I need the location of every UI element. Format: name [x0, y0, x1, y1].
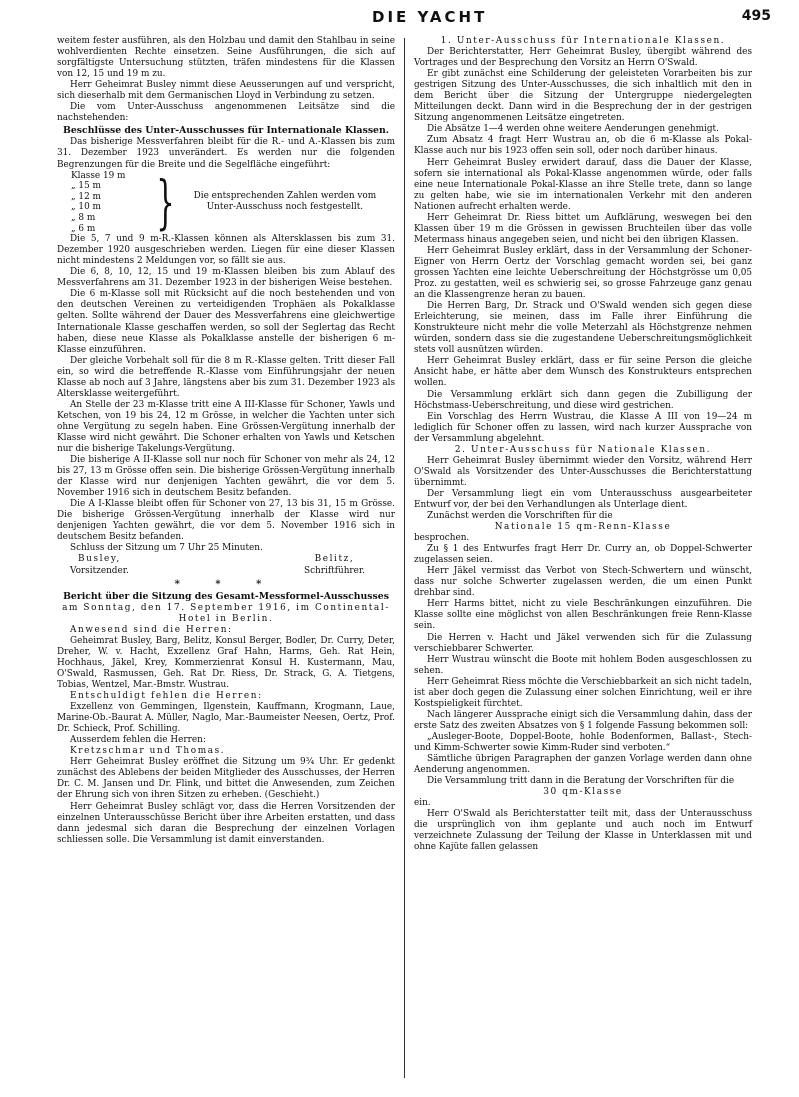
- class-size-list: [57, 168, 395, 237]
- paragraph: Herr Geheimrat Busley erklärt, dass er für seine Person die gleiche Ansicht habe, er hätte aber dem Wunsch des Konstrukteurs entsprechen wollen.: [414, 356, 752, 389]
- excused-list: Exzellenz von Gemmingen, Ilgenstein, Kauffmann, Krogmann, Laue, Marine-Ob.-Baurat A. Müller, Naglo, Mar.-Baumeister Neesen, Oertz, Prof. Dr. Schieck, Prof. Schilling.: [57, 702, 395, 735]
- section-heading: 1. Unter-Ausschuss für Internationale Klassen.: [440, 36, 726, 46]
- running-title: DIE YACHT: [372, 8, 488, 26]
- size-entry: „ 10 m: [71, 202, 101, 213]
- page-number: 495: [741, 8, 771, 24]
- paragraph: Die Versammlung erklärt sich dann gegen die Zubilligung der Höchstmass-Ueberschreitung, und diese wird gestrichen.: [414, 389, 752, 411]
- signature-role: Vorsitzender.: [70, 565, 129, 576]
- class-heading: Nationale 15 qm-Renn-Klasse: [494, 522, 672, 533]
- paragraph: Herr Geheimrat Busley eröffnet die Sitzung um 9¾ Uhr. Er gedenkt zunächst des Ablebens der beiden Mitglieder des Ausschusses, der Herren Dr. C. M. Jansen und Dr. Flink, und bittet die Anwesenden, zum Zeichen der Ehrung sich von ihren Sitzen zu erheben. (Geschieht.): [57, 757, 395, 801]
- paragraph: Zum Absatz 4 fragt Herr Wustrau an, ob die 6 m-Klasse als Pokal-Klasse auch nur bis 1923 offen sein soll, oder noch darüber hinaus.: [414, 135, 752, 157]
- paragraph: Herr Geheimrat Busley übernimmt wieder den Vorsitz, während Herr O'Swald als Vorsitzender des Unter-Ausschusses die Berichterstattung übernimmt.: [414, 455, 752, 488]
- column-divider: [404, 38, 405, 1078]
- paragraph: Die Herren v. Hacht und Jäkel verwenden sich für die Zulassung verschiebbarer Schwerter.: [414, 632, 752, 654]
- paragraph: Der Versammlung liegt ein vom Unterausschuss ausgearbeiteter Entwurf vor, der bei den Verhandlungen als Unterlage dient.: [414, 488, 752, 510]
- signature-name: Busley,: [78, 554, 121, 565]
- paragraph: An Stelle der 23 m-Klasse tritt eine A III-Klasse für Schoner, Yawls und Ketschen, von 19 bis 24, 12 m Grösse, in welcher die Yachten unter sich ohne Vergütung zu segeln haben. Eine Grössen-Vergütung innerhalb der Klasse wird nicht gewährt. Die Schoner erhalten von Yawls und Ketschen nur die bisherige Takelungs-Vergütung.: [57, 399, 395, 455]
- size-entry: „ 15 m: [71, 181, 101, 192]
- left-column: [57, 36, 395, 846]
- paragraph: Entschuldigt fehlen die Herren:: [70, 691, 263, 702]
- paragraph: Herr Geheimrat Riess möchte die Verschiebbarkeit an sich nicht tadeln, ist aber doch gegen die Zulassung einer solchen Einrichtung, weil er ihre Kostspieligkeit fürchtet.: [414, 676, 752, 709]
- paragraph: Herr Geheimrat Busley erwidert darauf, dass die Dauer der Klasse, sofern sie international als Pokal-Klasse angenommen würde, oder falls eine neue Internationale Pokal-Klasse an ihre Stelle trete, dann so lange zu gelten habe, wie sie im internationalen Verkehr mit den anderen Nationen aufrecht erhalten werde.: [414, 157, 752, 212]
- section-separator: * * *: [174, 578, 278, 590]
- paragraph: besprochen.: [414, 533, 470, 544]
- paragraph: Ausserdem fehlen die Herren:: [70, 735, 206, 746]
- paragraph: Das bisherige Messverfahren bleibt für die R.- und A.-Klassen bis zum 31. Dezember 1923 unverändert. Es werden nur die folgenden Begrenzungen für die Breite und die Segelfläche eingeführt:: [57, 137, 395, 170]
- paragraph: Die Absätze 1—4 werden ohne weitere Aenderungen genehmigt.: [427, 124, 719, 135]
- signature-role: Schriftführer.: [304, 565, 365, 576]
- section-heading: Bericht über die Sitzung des Gesamt-Messformel-Ausschusses: [63, 590, 389, 602]
- signature-block: [57, 554, 395, 576]
- size-entry: „ 6 m: [71, 223, 96, 234]
- signature-left: [70, 554, 129, 576]
- signature-right: [304, 554, 365, 576]
- size-entry: „ 8 m: [71, 212, 96, 223]
- paragraph: Schluss der Sitzung um 7 Uhr 25 Minuten.: [70, 543, 263, 554]
- paragraph: Die 5, 7 und 9 m-R.-Klassen können als Altersklassen bis zum 31. Dezember 1920 ausgeschrieben werden. Liegen für eine dieser Klassen nicht mindestens 2 Meldungen vor, so fällt sie aus.: [57, 234, 395, 267]
- paragraph: Ein Vorschlag des Herrn Wustrau, die Klasse A III von 19—24 m lediglich für Schoner offen zu lassen, wird nach kurzer Aussprache von der Versammlung abgelehnt.: [414, 411, 752, 444]
- page-header: [0, 0, 799, 34]
- absent-list: Kretzschmar und Thomas.: [70, 746, 226, 757]
- paragraph: Der Berichterstatter, Herr Geheimrat Busley, übergibt während des Vortrages und der Besprechung den Vorsitz an Herrn O'Swald.: [414, 47, 752, 69]
- class-heading: 30 qm-Klasse: [543, 787, 623, 798]
- paragraph: Herr Geheimrat Busley schlägt vor, dass die Herren Vorsitzenden der einzelnen Unterausschüsse Bericht über ihre Arbeiten erstatten, und dass dann jedesmal sich daran die Besprechung der einzelnen Vorlagen schliessen solle. Die Versammlung ist damit einverstanden.: [57, 801, 395, 845]
- attendee-list: Geheimrat Busley, Barg, Belitz, Konsul Berger, Bodler, Dr. Curry, Deter, Dreher, W. v. Hacht, Exzellenz Graf Hahn, Harms, Geh. Rat Hein, Hochhaus, Jäkel, Krey, Kommerzienrat Konsul H. Kustermann, Mau, O'Swald, Rasmussen, Geh. Rat Dr. Riess, Dr. Strack, G. A. Tietgens, Tobias, Wentzel, Mar.-Bmstr. Wustrau.: [57, 635, 395, 690]
- paragraph: Sämtliche übrigen Paragraphen der ganzen Vorlage werden dann ohne Aenderung angenommen.: [414, 754, 752, 776]
- paragraph: Die vom Unter-Ausschuss angenommenen Leitsätze sind die nachstehenden:: [57, 102, 395, 124]
- size-note: Die entsprechenden Zahlen werden vom Unter-Ausschuss noch festgestellt.: [193, 191, 377, 213]
- paragraph: weitem fester ausführen, als den Holzbau und damit den Stahlbau in seine wohlverdienten Rechte einsetzen. Seine Ausführungen, die sich auf sorgfältigste Untersuchung stützten, träfen mindestens für die Klassen von 12, 15 und 19 m zu.: [57, 36, 395, 80]
- paragraph: Herr Geheimrat Busley erklärt, dass in der Versammlung der Schoner-Eigner von Herrn Oertz der Vorschlag gemacht worden sei, bei ganz grossen Yachten eine leichte Ueberschreitung der Höchstgrösse um 0,05 Proz. zu gestatten, weil es schwierig sei, so grosse Fahrzeuge ganz genau an die Klassengrenze heran zu bauen.: [414, 245, 752, 301]
- section-heading: 2. Unter-Ausschuss für Nationale Klassen.: [454, 444, 712, 455]
- paragraph: Die 6, 8, 10, 12, 15 und 19 m-Klassen bleiben bis zum Ablauf des Messverfahrens am 31. Dezember 1923 in der bisherigen Weise bestehen.: [57, 267, 395, 289]
- paragraph: Er gibt zunächst eine Schilderung der geleisteten Vorarbeiten bis zur gestrigen Sitzung des Unter-Ausschusses, die sich inhaltlich mit den in dem Bericht über die Sitzung der Untergruppe niedergelegten Mitteilungen deckt. Dann wird in die Besprechung der in der gestrigen Sitzung angenommenen Leitsätze eingetreten.: [414, 69, 752, 124]
- meeting-date: am Sonntag, den 17. September 1916, im Continental-Hotel in Berlin.: [62, 602, 390, 624]
- paragraph: Herr Geheimrat Busley nimmt diese Aeusserungen auf und verspricht, sich dieserhalb mit dem Germanischen Lloyd in Verbindung zu setzen.: [57, 80, 395, 102]
- right-column: [414, 36, 752, 853]
- paragraph: Die Versammlung tritt dann in die Beratung der Vorschriften für die: [427, 776, 735, 787]
- paragraph: Herr O'Swald als Berichterstatter teilt mit, dass der Unterausschuss die ursprünglich von ihm geplante und auch noch im Entwurf verzeichnete Zulassung der Teilung der Klasse in Unterklassen mit und ohne Kajüte fallen gelassen: [414, 809, 752, 853]
- paragraph: Die 6 m-Klasse soll mit Rücksicht auf die noch bestehenden und von den deutschen Vereinen zu verteidigenden Trophäen als Pokalklasse gelten. Sollte während der Dauer des Messverfahrens eine gleichwertige Internationale Klasse geschaffen werden, so soll der Seglertag das Recht haben, diese neue Klasse als Pokalklasse anstelle der bisherigen 6 m-Klasse einzuführen.: [57, 289, 395, 355]
- paragraph: Anwesend sind die Herren:: [70, 624, 233, 635]
- section-heading: Beschlüsse des Unter-Ausschusses für Internationale Klassen.: [63, 125, 389, 137]
- paragraph: Die Herren Barg, Dr. Strack und O'Swald wenden sich gegen diese Erleichterung, sie meinen, dass im Falle ihrer Einführung die Konstrukteure nicht mehr die volle Meterzahl als Höchstgrenze nehmen würden, sondern dass sie die zugestandene Ueberschreitungsmöglichkeit stets voll ausnützen würden.: [414, 301, 752, 356]
- quoted-rule: „Ausleger-Boote, Doppel-Boote, hohle Bodenformen, Ballast-, Stech- und Kimm-Schwerter sowie Kimm-Ruder sind verboten.“: [414, 731, 752, 753]
- signature-name: Belitz,: [314, 554, 355, 565]
- size-entries: [57, 171, 145, 235]
- paragraph: Zunächst werden die Vorschriften für die: [427, 511, 613, 522]
- paragraph: Zu § 1 des Entwurfes fragt Herr Dr. Curry an, ob Doppel-Schwerter zugelassen seien.: [414, 544, 752, 566]
- brace-icon: }: [156, 168, 175, 237]
- paragraph: Nach längerer Aussprache einigt sich die Versammlung dahin, dass der erste Satz des zweiten Absatzes von § 1 folgende Fassung bekommen soll:: [414, 709, 752, 731]
- paragraph: ein.: [414, 798, 431, 809]
- size-entry: „ 12 m: [71, 191, 101, 202]
- paragraph: Die A I-Klasse bleibt offen für Schoner von 27, 13 bis 31, 15 m Grösse. Die bisherige Grössen-Vergütung innerhalb der Klasse wird nur denjenigen Yachten gewährt, die vor dem 5. November 1916 sich in deutschem Besitz befanden.: [57, 499, 395, 543]
- paragraph: Herr Geheimrat Dr. Riess bittet um Aufklärung, weswegen bei den Klassen über 19 m die Grössen in gewissen Bruchteilen über das volle Metermass hinaus angegeben seien, und nicht bei den übrigen Klassen.: [414, 212, 752, 245]
- paragraph: Der gleiche Vorbehalt soll für die 8 m R.-Klasse gelten. Tritt dieser Fall ein, so wird die betreffende R.-Klasse vom Einführungsjahr der neuen Klasse ab noch auf 3 Jahre, längstens aber bis zum 31. Dezember 1923 als Altersklasse weitergeführt.: [57, 355, 395, 399]
- paragraph: Herr Harms bittet, nicht zu viele Beschränkungen einzuführen. Die Klasse sollte eine möglichst von allen Beschränkungen freie Renn-Klasse sein.: [414, 599, 752, 632]
- paragraph: Die bisherige A II-Klasse soll nur noch für Schoner von mehr als 24, 12 bis 27, 13 m Grösse offen sein. Die bisherige Grössen-Vergütung innerhalb der Klasse wird nur denjenigen Yachten gewährt, die vor dem 5. November 1916 sich in deutschem Besitz befanden.: [57, 455, 395, 499]
- size-entry: Klasse 19 m: [71, 170, 126, 181]
- paragraph: Herr Jäkel vermisst das Verbot von Stech-Schwertern und wünscht, dass nur solche Schwerter zugelassen werden, die um einen Punkt drehbar sind.: [414, 566, 752, 599]
- paragraph: Herr Wustrau wünscht die Boote mit hohlem Boden ausgeschlossen zu sehen.: [414, 654, 752, 676]
